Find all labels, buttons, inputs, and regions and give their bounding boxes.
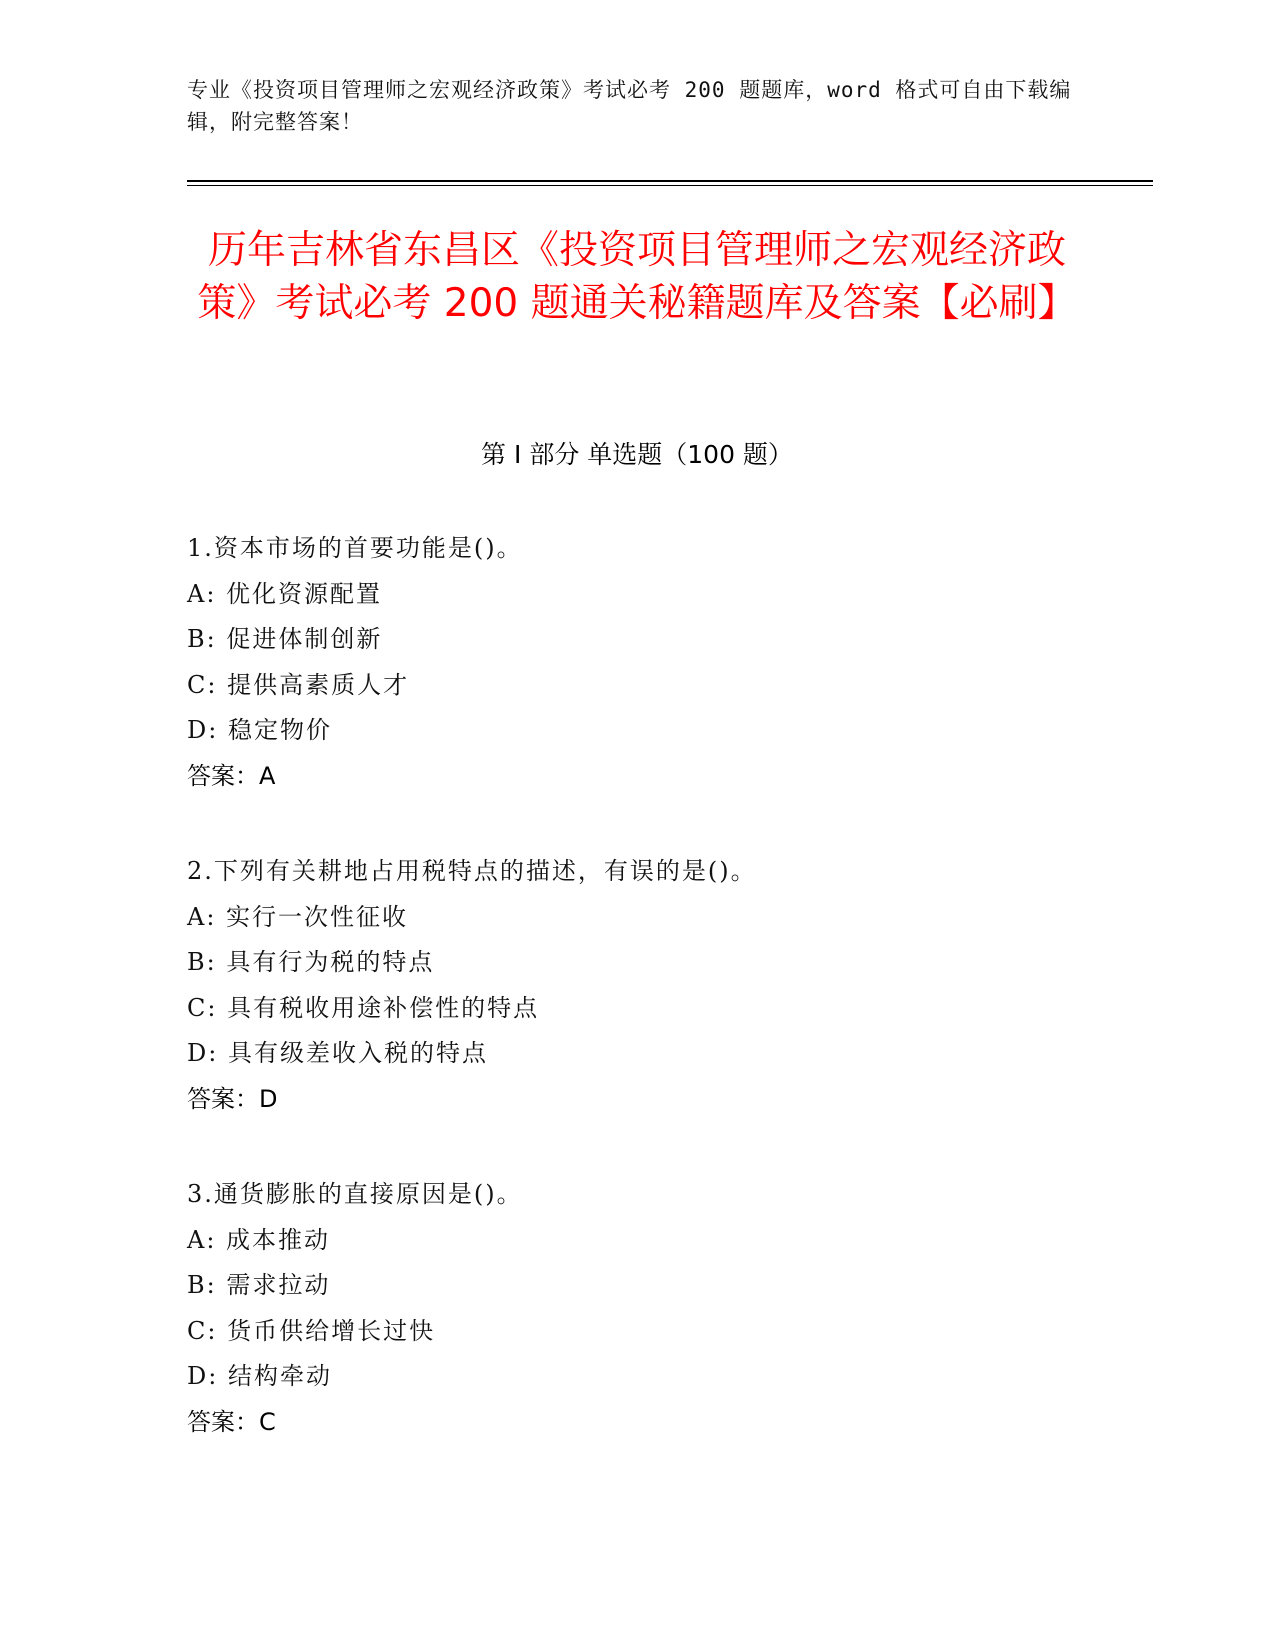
header-note: 专业《投资项目管理师之宏观经济政策》考试必考 200 题题库，word 格式可自由下载编辑，附完整答案！ [187, 78, 1072, 134]
document-title: 历年吉林省东昌区《投资项目管理师之宏观经济政策》考试必考 200 题通关秘籍题库及答案【必刷】 [197, 228, 1077, 326]
option-c: C: 提供高素质人才 [187, 670, 410, 699]
option-a: A: 优化资源配置 [187, 579, 383, 608]
question-3 [187, 1172, 1137, 1445]
option-d: D: 稳定物价 [187, 716, 332, 744]
answer-line: 答案：C [187, 1407, 276, 1436]
question-1 [187, 526, 1137, 799]
header-divider-thin [187, 185, 1153, 186]
section-title: 第 I 部分 单选题（100 题） [481, 440, 793, 469]
option-c: C: 货币供给增长过快 [187, 1316, 436, 1345]
answer-line: 答案：D [187, 1084, 278, 1113]
question-stem: 2.下列有关耕地占用税特点的描述，有误的是()。 [187, 857, 757, 885]
option-a: A: 成本推动 [187, 1225, 331, 1254]
header-divider-thick [187, 180, 1153, 182]
question-stem: 1.资本市场的首要功能是()。 [187, 534, 523, 562]
option-b: B: 促进体制创新 [187, 625, 383, 653]
option-b: B: 需求拉动 [187, 1271, 331, 1299]
answer-line: 答案：A [187, 761, 276, 790]
question-stem: 3.通货膨胀的直接原因是()。 [187, 1180, 523, 1208]
option-d: D: 结构牵动 [187, 1362, 332, 1390]
question-list [187, 526, 1137, 1495]
option-d: D: 具有级差收入税的特点 [187, 1039, 488, 1067]
option-a: A: 实行一次性征收 [187, 902, 409, 931]
option-c: C: 具有税收用途补偿性的特点 [187, 993, 540, 1022]
option-b: B: 具有行为税的特点 [187, 948, 435, 976]
question-2 [187, 849, 1137, 1122]
